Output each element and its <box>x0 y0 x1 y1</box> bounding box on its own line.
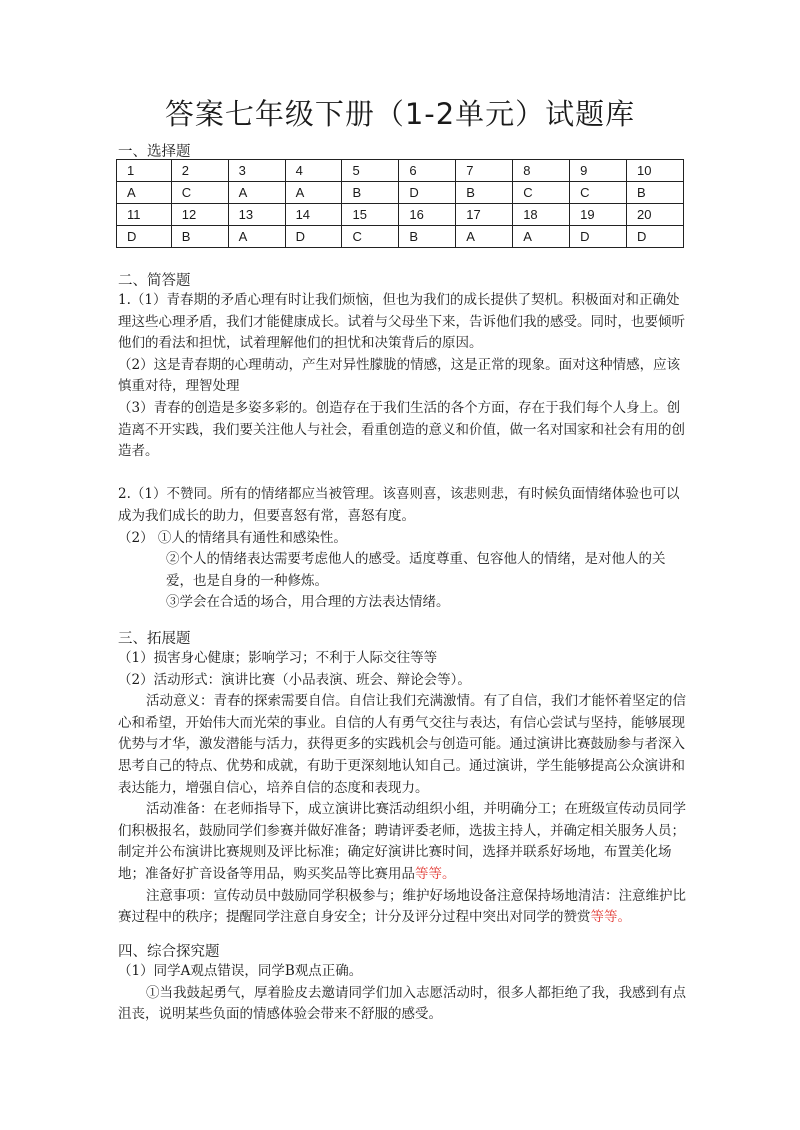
table-cell: C <box>513 182 570 204</box>
inquiry-block <box>118 961 686 1026</box>
paragraph: （2）活动形式：演讲比赛（小品表演、班会、辩论会等）。 <box>118 671 471 688</box>
table-cell: 4 <box>285 160 342 182</box>
table-cell: 5 <box>342 160 399 182</box>
table-cell: C <box>342 226 399 248</box>
table-cell: A <box>513 226 570 248</box>
table-row <box>117 226 684 248</box>
table-cell: 16 <box>399 204 456 226</box>
table-cell: 15 <box>342 204 399 226</box>
table-cell: C <box>171 182 228 204</box>
paragraph <box>118 886 686 929</box>
table-cell: B <box>627 182 684 204</box>
table-cell: 18 <box>513 204 570 226</box>
paragraph: 2.（1）不赞同。所有的情绪都应当被管理。该喜则喜，该悲则悲，有时候负面情绪体验也可以成为我们成长的助力，但要喜怒有常，喜怒有度。 <box>118 486 680 524</box>
paragraph: ③学会在合适的场合，用合理的方法表达情绪。 <box>166 594 450 611</box>
paragraph: 活动意义：青春的探索需要自信。自信让我们充满激情。有了自信，我们才能怀着坚定的信心和希望，开始伟大而光荣的事业。自信的人有勇气交往与表达，有信心尝试与坚持，能够展现优势与才华，激发潜能与活力，获得更多的实践机会与创造可能。通过演讲比赛鼓励参与者深入思考自己的特点、优势和成就，有助于更深刻地认知自己。通过演讲，学生能够提高公众演讲和表达能力，增强自信心，培养自信的态度和表现力。 <box>118 693 686 796</box>
table-row <box>117 204 684 226</box>
table-cell: 14 <box>285 204 342 226</box>
table-cell: A <box>228 182 285 204</box>
table-cell: A <box>228 226 285 248</box>
highlight-text: 等等。 <box>590 909 631 926</box>
table-cell: 12 <box>171 204 228 226</box>
paragraph: （1）损害身心健康；影响学习；不利于人际交往等等 <box>118 650 438 666</box>
section-heading-short-answer: 二、简答题 <box>118 273 191 289</box>
paragraph: （3）青春的创造是多姿多彩的。创造存在于我们生活的各个方面，存在于我们每个人身上。创造离不开实践，我们要关注他人与社会，看重创造的意义和价值，做一名对国家和社会有用的创造者。 <box>118 399 685 460</box>
table-cell: 3 <box>228 160 285 182</box>
table-cell: B <box>456 182 513 204</box>
table-cell: 6 <box>399 160 456 182</box>
paragraph: ②个人的情绪表达需要考虑他人的感受。适度尊重、包容他人的情绪，是对他人的关爱，也是自身的一种修炼。 <box>166 551 666 589</box>
table-cell: A <box>456 226 513 248</box>
extension-block <box>118 648 686 929</box>
table-cell: 8 <box>513 160 570 182</box>
table-cell: B <box>399 226 456 248</box>
table-cell: 20 <box>627 204 684 226</box>
paragraph: （2） ①人的情绪具有通性和感染性。 <box>118 529 347 546</box>
table-row <box>117 182 684 204</box>
table-cell: D <box>117 226 172 248</box>
table-cell: D <box>570 226 627 248</box>
table-cell: 17 <box>456 204 513 226</box>
table-cell: B <box>342 182 399 204</box>
highlight-text: 等等。 <box>415 865 456 882</box>
table-cell: 11 <box>117 204 172 226</box>
paragraph-text: 活动准备：在老师指导下，成立演讲比赛活动组织小组，并明确分工；在班级宣传动员同学们积极报名，鼓励同学们参赛并做好准备；聘请评委老师，选拔主持人，并确定相关服务人员；制定并公布演讲比赛规则及评比标准；确定好演讲比赛时间，选择并联系好场地，布置美化场地；准备好扩音设备等用品，购买奖品等比赛用品 <box>118 801 686 882</box>
paragraph <box>118 799 686 885</box>
section-heading-extension: 三、拓展题 <box>118 631 191 647</box>
table-cell: 19 <box>570 204 627 226</box>
table-row <box>117 160 684 182</box>
paragraph: 1.（1）青春期的矛盾心理有时让我们烦恼，但也为我们的成长提供了契机。积极面对和正确处理这些心理矛盾，我们才能健康成长。试着与父母坐下来，告诉他们我的感受。同时，也要倾听他们的看法和担忧，试着理解他们的担忧和决策背后的原因。 <box>118 292 685 352</box>
table-cell: D <box>285 226 342 248</box>
section-heading-choice: 一、选择题 <box>118 144 191 160</box>
table-cell: 9 <box>570 160 627 182</box>
blank-line <box>118 463 686 485</box>
table-cell: 2 <box>171 160 228 182</box>
table-cell: C <box>570 182 627 204</box>
answer-table <box>116 159 684 248</box>
short-answer-block <box>118 290 686 614</box>
paragraph: （2）这是青春期的心理萌动，产生对异性朦胧的情感，这是正常的现象。面对这种情感，应该慎重对待，理智处理 <box>118 356 681 395</box>
page-title: 答案七年级下册（1-2单元）试题库 <box>164 97 636 131</box>
table-cell: D <box>627 226 684 248</box>
section-heading-inquiry: 四、综合探究题 <box>118 944 220 960</box>
table-cell: B <box>171 226 228 248</box>
table-cell: 7 <box>456 160 513 182</box>
table-cell: 1 <box>117 160 172 182</box>
paragraph: （1）同学A观点错误，同学B观点正确。 <box>118 963 363 979</box>
paragraph-text: 注意事项：宣传动员中鼓励同学积极参与；维护好场地设备注意保持场地清洁：注意维护比赛过程中的秩序；提醒同学注意自身安全；计分及评分过程中突出对同学的赞赏 <box>118 887 686 926</box>
table-cell: A <box>117 182 172 204</box>
paragraph: ①当我鼓起勇气，厚着脸皮去邀请同学们加入志愿活动时，很多人都拒绝了我，我感到有点沮丧，说明某些负面的情感体验会带来不舒服的感受。 <box>118 984 686 1023</box>
table-cell: 13 <box>228 204 285 226</box>
table-cell: A <box>285 182 342 204</box>
table-cell: D <box>399 182 456 204</box>
table-cell: 10 <box>627 160 684 182</box>
